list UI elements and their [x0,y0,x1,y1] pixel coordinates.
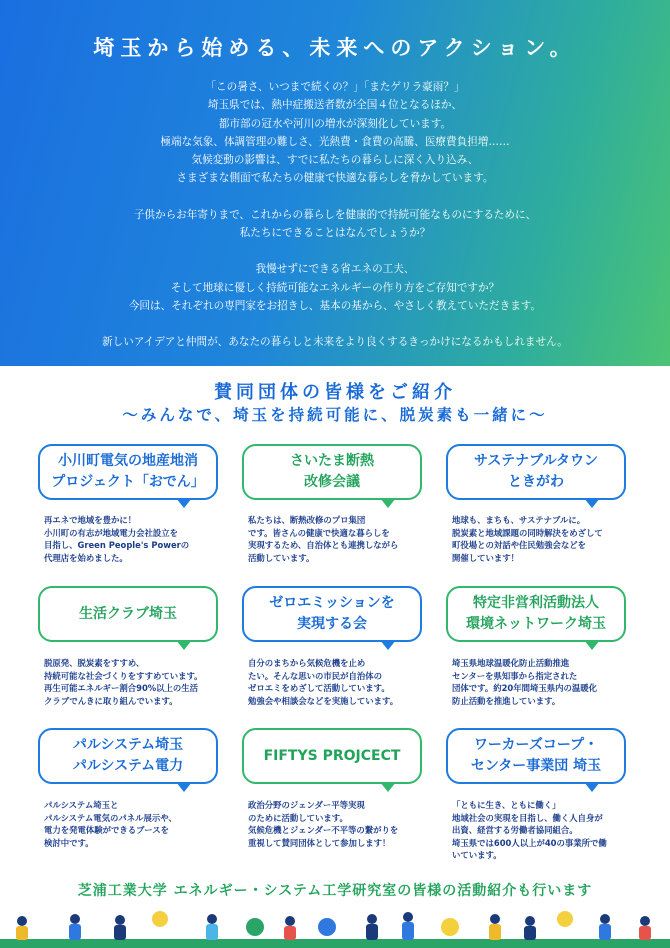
organization-name-bubble [38,728,218,784]
description-line: 持続可能な社会づくりをすすめています。 [44,670,203,681]
description-line: 再エネで地域を豊かに！ [44,515,137,525]
description-line: 政治分野のジェンダー平等実現 [248,800,365,810]
organization-description [44,514,234,564]
description-line: 団体です。約20年間埼玉県内の温暖化 [452,683,597,694]
organization-name-line: パルシステム埼玉 [72,737,184,753]
footer-note: 芝浦工業大学 エネルギー・システム工学研究室の皆様の活動紹介も行います [77,883,593,899]
bubble-tail [176,782,192,792]
sun-icon [441,918,459,936]
bubble-tail [584,782,600,792]
description-line: 防止活動を推進しています。 [452,695,561,706]
description-line: 脱炭素と地域課題の同時解決をめざして [452,527,603,538]
hero-line: 極端な気象、体調管理の難しさ、光熱費・食費の高騰、医療費負担増…… [160,135,510,148]
description-line: 自分のまちから気候危機を止め [248,658,366,668]
organization-name-bubble [242,444,422,500]
section-title: 賛同団体の皆様をご紹介 [214,382,456,403]
description-line: 気候危機とジェンダー不平等の繋がりを [248,825,399,836]
description-line: パルシステム埼玉と [44,800,119,810]
description-line: 代理店を始めました。 [44,552,128,563]
hero-body [20,78,650,352]
bubble-tail [380,782,396,792]
organization-name-line: ワーカーズコープ・ [473,737,599,753]
bubble-tail [584,640,600,650]
hero-line: 都市部の冠水や河川の増水が深刻化しています。 [218,117,452,130]
organization-description [452,657,642,707]
description-line: 地域社会の実現を目指し、働く人自身が [452,812,603,823]
organization-name-bubble [38,586,218,642]
organization-name-line: サステナブルタウン [473,453,599,469]
description-line: 勉強会や相談会などを実施しています。 [248,695,399,706]
hero-line: 新しいアイデアと仲間が、あなたの暮らしと未来をより良くするきっかけになるかもしれません。 [102,336,568,349]
section-subtitle: ～みんなで、埼玉を持続可能に、脱炭素も一緒に～ [122,406,548,424]
organization-name-line: ゼロエミッションを [269,595,395,611]
description-line: クラブでんきに取り組んでいます。 [44,695,178,706]
organization-name-bubble [446,444,626,500]
hero-line: さまざまな側面で私たちの健康で快適な暮らしを脅かしています。 [176,172,494,185]
organization-name-line: 実現する会 [296,616,367,632]
hero-line: そして地球に優しく持続可能なエネルギーの作り方をご存知ですか？ [170,281,500,294]
hero-banner [0,0,670,366]
hero-line: 気候変動の影響は、すでに私たちの暮らしに深く入り込み、 [191,154,479,167]
organization-name-line: FIFTYS PROJCECT [263,747,401,764]
hero-line: 私たちにできることはなんでしょうか？ [239,227,431,240]
description-line: 活動しています。 [248,552,315,563]
organization-name-line: 特定非営利活動法人 [473,595,599,611]
lightbulb-icon [152,911,168,927]
description-line: 小川町の有志が地域電力会社設立を [44,527,178,538]
description-line: 出資、経営する労働者協同組合。 [452,825,578,836]
organization-description [44,799,234,849]
hero-line: 我慢せずにできる省エネの工夫、 [255,263,415,276]
organization-name-bubble [446,586,626,642]
organization-description [248,514,438,564]
description-line: たい。そんな思いの市民が自治体の [248,670,382,681]
leaf-icon [246,918,264,936]
description-line: いています。 [452,850,502,861]
bubble-tail [380,498,396,508]
description-line: のために活動しています。 [248,812,348,823]
description-line: センターを県知事から指定された [452,670,578,681]
organization-name-line: 小川町電気の地産地消 [58,453,198,469]
description-line: 私たちは、断熱改修のプロ集団 [248,515,366,525]
bubble-tail [380,640,396,650]
ground-band [0,939,670,948]
hero-line: 「この暑さ、いつまで続くの？」「またゲリラ豪雨？」 [205,81,465,93]
organization-name-line: 生活クラブ埼玉 [79,605,177,622]
description-line: 地球も、まちも、サステナブルに。 [452,515,586,525]
organization-name-bubble [38,444,218,500]
description-line: 検討中です。 [44,837,94,848]
people-illustration [16,911,651,940]
description-line: です。皆さんの健康で快適な暮らしを [248,527,390,538]
organization-name-bubble [242,728,422,784]
description-line: 埼玉県地球温暖化防止活動推進 [452,658,570,668]
organization-description [248,657,438,707]
description-line: 重視して賛同団体として参加します！ [248,837,391,848]
power-icon [318,918,336,936]
description-line: 電力を発電体験ができるブースを [44,825,169,836]
description-line: パルシステム電気のパネル展示や、 [44,812,177,823]
bubble-tail [584,498,600,508]
page-title: 埼玉から始める、未来へのアクション。 [93,36,577,60]
lightbulb-icon [557,911,573,927]
organization-name-line: ときがわ [507,474,564,490]
hero-line: 埼玉県では、熱中症搬送者数が全国４位となるほか、 [207,99,463,112]
bubble-tail [176,640,192,650]
organization-description [452,799,642,862]
description-line: 再生可能エネルギー割合90%以上の生活 [44,683,199,694]
description-line: 実現するため、自治体とも連携しながら [248,540,399,551]
hero-line: 子供からお年寄りまで、これからの暮らしを健康的で持続可能なものにするために、 [133,208,537,221]
description-line: 「ともに生き、ともに働く」 [452,800,561,810]
organization-name-line: 改修会議 [304,474,360,490]
organization-name-line: 環境ネットワーク埼玉 [466,616,606,632]
description-line: 町役場との対話や住民勉強会などを [452,540,586,551]
organization-name-line: センター事業団 埼玉 [470,758,602,774]
organization-description [452,514,642,564]
organization-name-bubble [446,728,626,784]
bubble-tail [176,498,192,508]
organization-name-bubble [242,586,422,642]
organization-name-line: パルシステム電力 [72,758,184,774]
organization-name-line: さいたま断熱 [290,453,374,469]
organization-name-line: プロジェクト「おでん」 [51,474,205,490]
hero-line: 今回は、それぞれの専門家をお招きし、基本の基から、やさしく教えていただきます。 [128,299,542,312]
description-line: 脱原発、脱炭素をすすめ、 [44,658,145,668]
description-line: 開催しています！ [452,552,519,563]
description-line: 目指し、Green People's Powerの [44,540,190,551]
organization-description [248,799,438,849]
illustration-strip [0,905,670,948]
description-line: ゼロエミをめざして活動しています。 [248,683,390,694]
description-line: 埼玉県では600人以上が40の事業所で働 [452,837,607,848]
organization-description [44,657,234,707]
